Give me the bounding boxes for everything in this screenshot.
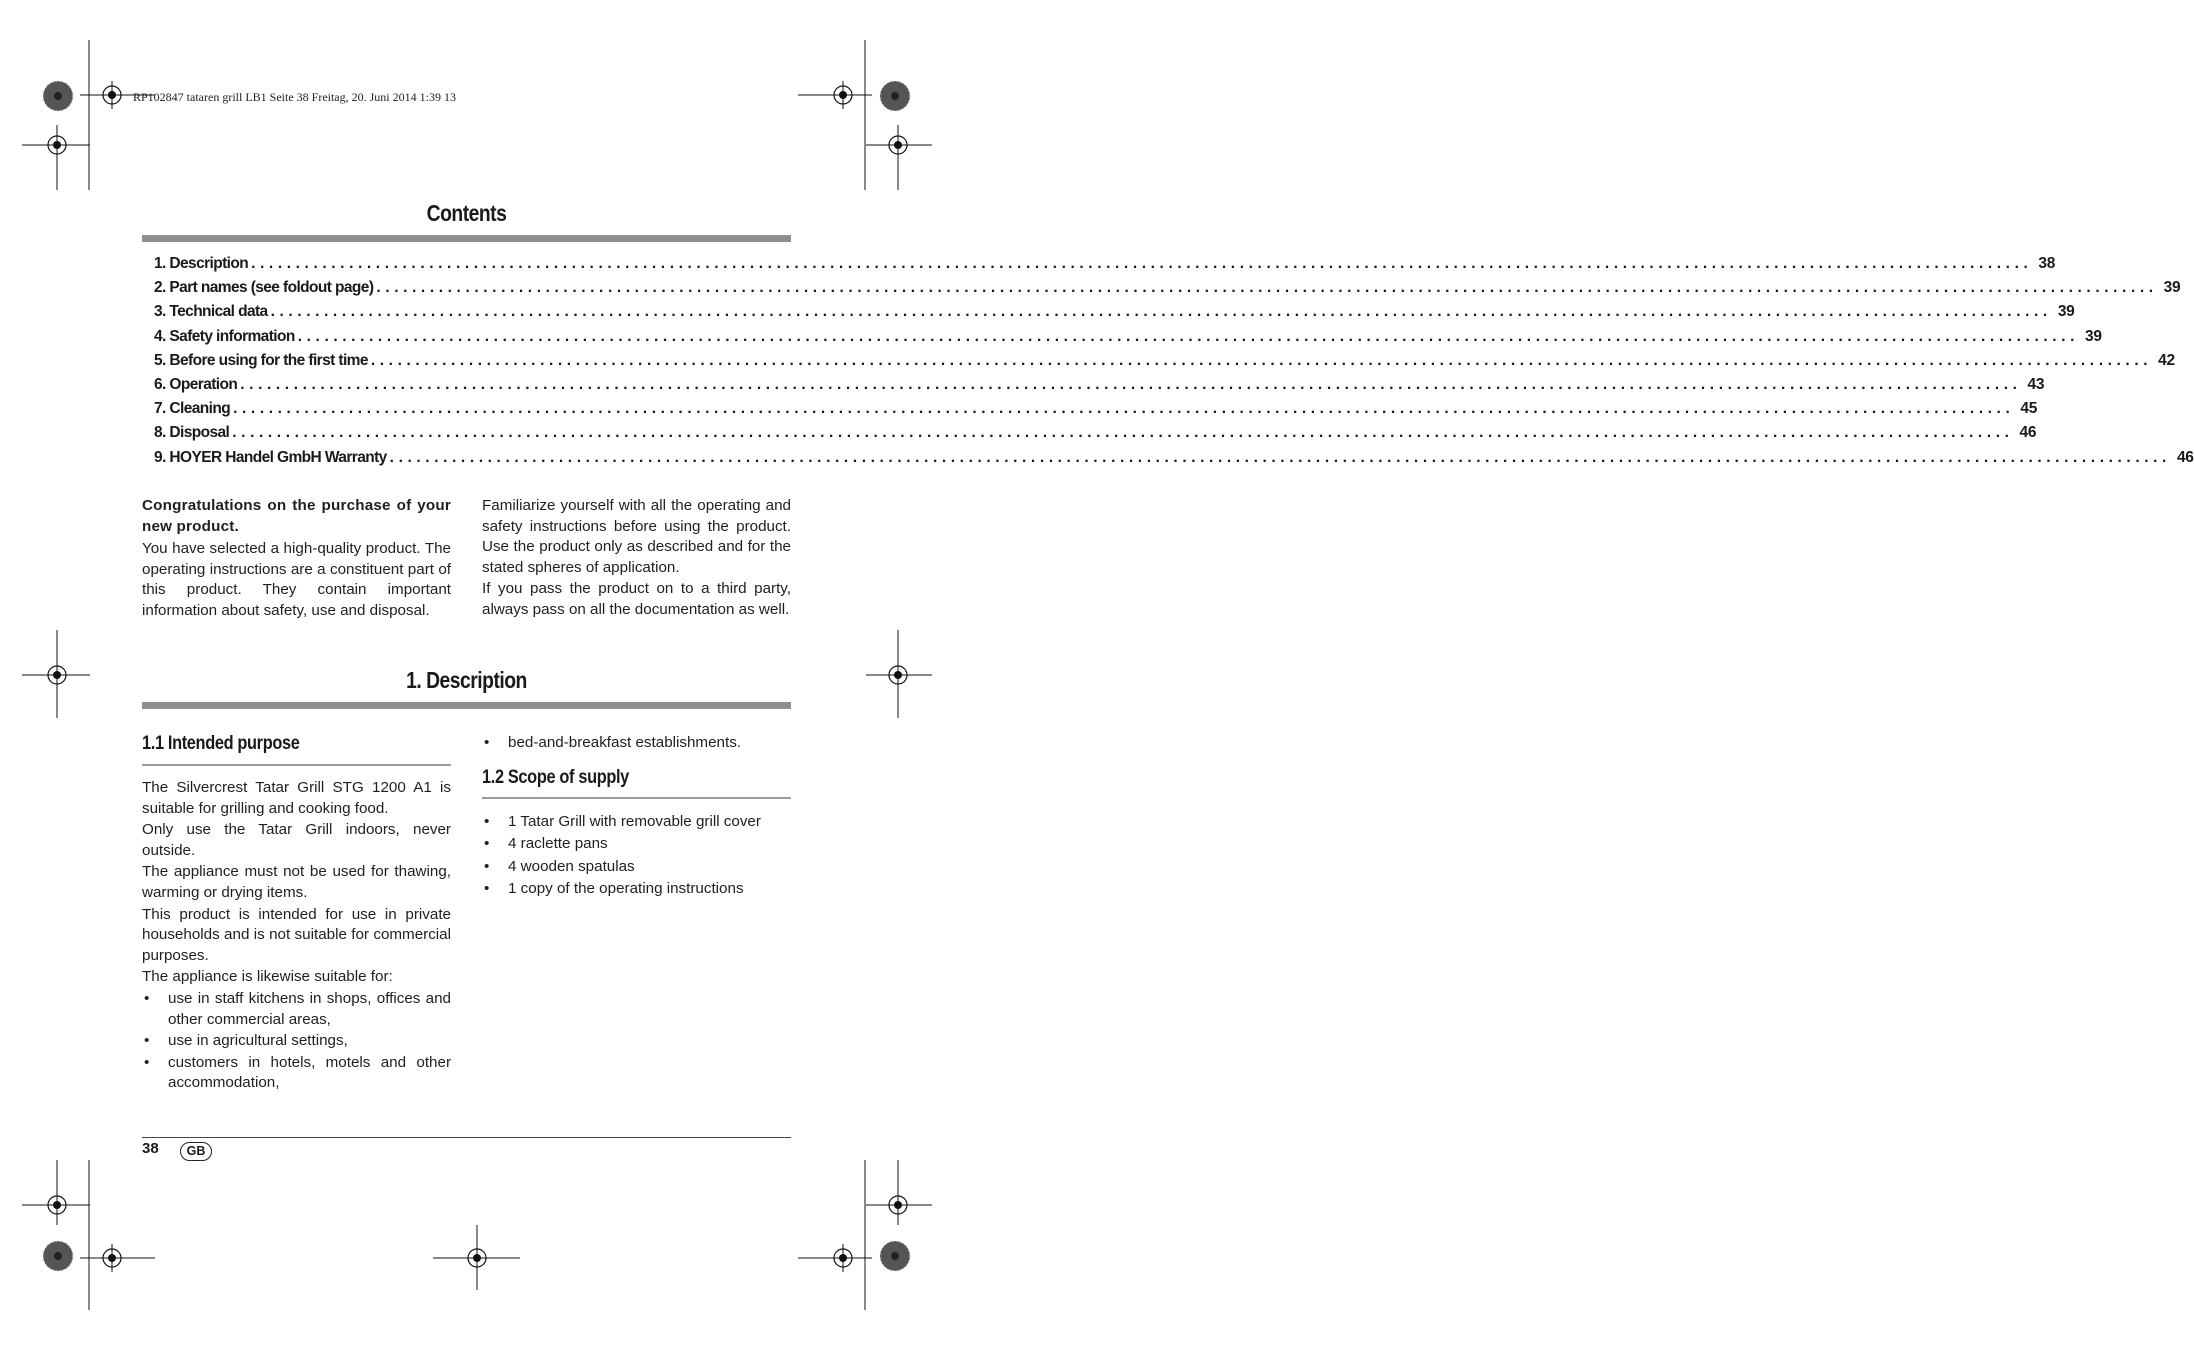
language-badge: GB [180, 1142, 212, 1161]
list-item: • 1 Tatar Grill with removable grill cover [482, 811, 791, 833]
toc-entry [154, 375, 2045, 400]
footer-rule [142, 1137, 791, 1138]
intended-purpose-p3: The appliance must not be used for thawing, warming or drying items. [142, 863, 451, 901]
intro-heading: Congratulations on the purchase of your new product. [142, 497, 451, 535]
scope-of-supply-list [482, 811, 791, 901]
intro-left-column [142, 496, 451, 622]
list-item: • 4 wooden spatulas [482, 856, 791, 878]
table-of-contents [154, 255, 2194, 473]
intended-purpose-heading: 1.1 Intended purpose [142, 733, 300, 754]
toc-entry-page: 46 [2019, 424, 2037, 442]
intended-purpose-continued [482, 733, 791, 754]
list-item: • bed-and-breakfast establishments. [482, 733, 791, 754]
toc-entry-label: 9. HOYER Handel GmbH Warranty [154, 448, 387, 466]
toc-entry-page: 38 [2038, 255, 2056, 272]
toc-entry [154, 327, 2102, 352]
intended-purpose-p4: This product is intended for use in private households and is not suitable for commercial purposes. [142, 905, 451, 964]
toc-entry [154, 255, 2056, 279]
toc-entry-page: 39 [2057, 303, 2075, 321]
list-item: • customers in hotels, motels and other accommodation, [142, 1053, 451, 1094]
toc-leader-dots: ........................................................................................................................................................................................................ [376, 279, 2158, 297]
intro-right-paragraph-1: Familiarize yourself with all the operating and safety instructions before using the product. Use the product only as described and for the stated spheres of application. [482, 497, 791, 576]
toc-leader-dots: ........................................................................................................................................................................................................ [370, 351, 2153, 369]
toc-entry-label: 6. Operation [154, 375, 238, 393]
toc-entry-page: 45 [2020, 400, 2038, 418]
intro-left-text: You have selected a high-quality product. The operating instructions are a constituent part of this product. They contain important information about safety, use and disposal. [142, 540, 451, 619]
toc-entry [154, 303, 2075, 327]
toc-leader-dots: ........................................................................................................................................................................................................ [270, 303, 2052, 321]
description-rule [142, 702, 791, 709]
page-number: 38 [142, 1140, 159, 1157]
toc-entry [154, 400, 2038, 424]
toc-entry-page: 46 [2176, 448, 2194, 466]
toc-entry-page: 42 [2158, 351, 2175, 369]
contents-rule [142, 235, 791, 242]
intended-purpose-p5: The appliance is likewise suitable for: [142, 968, 393, 986]
toc-entry-label: 2. Part names (see foldout page) [154, 279, 374, 297]
contents-title: Contents [426, 200, 507, 226]
toc-leader-dots: ........................................................................................................................................................................................................ [389, 448, 2171, 466]
intended-purpose-bullets [142, 989, 451, 1094]
toc-entry-label: 7. Cleaning [154, 400, 231, 418]
intro-right-paragraph-2: If you pass the product on to a third party, always pass on all the documentation as well. [482, 580, 791, 618]
toc-entry-label: 1. Description [154, 255, 249, 272]
intended-purpose-p1: The Silvercrest Tatar Grill STG 1200 A1 is suitable for grilling and cooking food. [142, 779, 451, 817]
toc-entry [154, 424, 2037, 448]
description-title: 1. Description [406, 667, 527, 693]
toc-entry-page: 43 [2027, 375, 2045, 393]
toc-entry [154, 279, 2181, 303]
toc-leader-dots: ........................................................................................................................................................................................................ [232, 424, 2014, 442]
list-item: • 1 copy of the operating instructions [482, 878, 791, 900]
toc-entry-label: 8. Disposal [154, 424, 230, 442]
toc-leader-dots: ........................................................................................................................................................................................................ [297, 327, 2079, 345]
toc-leader-dots: ........................................................................................................................................................................................................ [233, 400, 2015, 418]
scope-of-supply-rule [482, 797, 791, 799]
toc-entry-page: 39 [2163, 279, 2181, 297]
intro-right-column [482, 496, 791, 621]
toc-leader-dots: ........................................................................................................................................................................................................ [251, 255, 2033, 272]
toc-entry-label: 5. Before using for the first time [154, 351, 368, 369]
print-header: RP102847 tataren grill LB1 Seite 38 Freitag, 20. Juni 2014 1:39 13 [133, 90, 456, 104]
toc-entry-label: 4. Safety information [154, 327, 295, 345]
toc-entry [154, 448, 2194, 473]
intended-purpose-p2: Only use the Tatar Grill indoors, never outside. [142, 821, 451, 859]
toc-entry [154, 351, 2175, 376]
list-item: • use in agricultural settings, [142, 1031, 451, 1052]
list-item: • 4 raclette pans [482, 833, 791, 855]
toc-leader-dots: ........................................................................................................................................................................................................ [240, 375, 2022, 393]
scope-of-supply-heading: 1.2 Scope of supply [482, 767, 629, 788]
toc-entry-page: 39 [2085, 327, 2102, 345]
toc-entry-label: 3. Technical data [154, 303, 268, 321]
intended-purpose-text [142, 778, 451, 1094]
list-item: • use in staff kitchens in shops, offices and other commercial areas, [142, 989, 451, 1030]
intended-purpose-rule [142, 764, 451, 766]
